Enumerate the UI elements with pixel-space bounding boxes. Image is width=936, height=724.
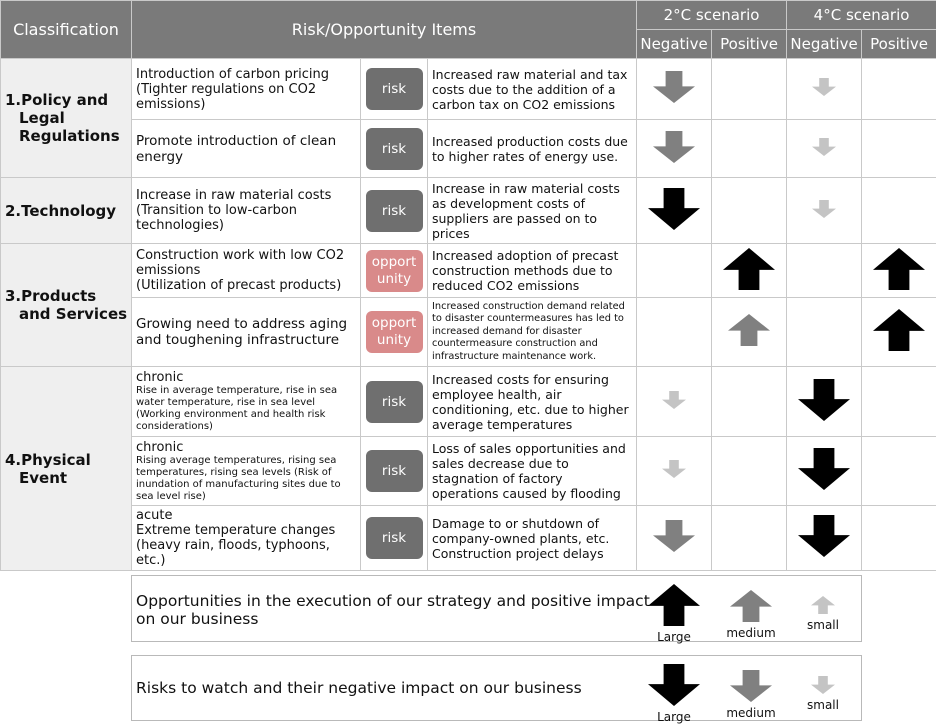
item-cell <box>132 437 361 506</box>
table-row <box>1 506 936 571</box>
impact-cell <box>712 298 787 367</box>
tag-cell <box>361 244 428 298</box>
impact-cell <box>637 178 712 244</box>
down-arrow-large-icon <box>648 188 700 234</box>
item-cell <box>132 178 361 244</box>
impact-cell <box>862 59 936 120</box>
opportunity-badge <box>366 311 423 353</box>
impact-cell <box>787 367 862 437</box>
impact-cell <box>787 298 862 367</box>
down-arrow-medium-icon <box>653 71 695 107</box>
down-arrow-large-icon <box>798 448 850 494</box>
legend-label: Large <box>639 631 709 644</box>
classification-label: Legal <box>5 109 131 127</box>
badge-line: opport <box>372 315 417 331</box>
item-subtitle: (Transition to low-carbon technologies) <box>136 203 297 233</box>
up-arrow-medium-icon <box>730 590 772 626</box>
impact-cell <box>712 120 787 178</box>
down-arrow-medium-icon <box>653 520 695 556</box>
badge-line: opport <box>372 254 417 270</box>
down-arrow-medium-icon <box>730 670 772 706</box>
impact-cell <box>787 437 862 506</box>
risk-badge: risk <box>366 450 423 492</box>
impact-cell <box>637 367 712 437</box>
table-row <box>1 244 936 298</box>
down-arrow-small-icon <box>662 460 686 482</box>
risk-badge: risk <box>366 190 423 232</box>
legend-risks <box>131 655 862 721</box>
legend-label: small <box>788 619 858 632</box>
legend-label: medium <box>716 707 786 720</box>
tag-cell <box>361 437 428 506</box>
legend-down-small <box>788 676 858 712</box>
tag-cell <box>361 59 428 120</box>
item-title: Growing need to address aging and toughening infrastructure <box>136 316 347 348</box>
down-arrow-small-icon <box>812 200 836 222</box>
classification-label: 1.Policy and <box>5 91 131 109</box>
description-cell: Increased raw material and tax costs due to the addition of a carbon tax on CO2 emissions <box>428 59 637 120</box>
impact-cell <box>862 506 936 571</box>
tag-cell <box>361 506 428 571</box>
item-title: Promote introduction of clean energy <box>136 133 336 165</box>
positive-4c-header: Positive <box>862 30 936 59</box>
item-cell <box>132 120 361 178</box>
impact-cell <box>712 59 787 120</box>
classification-technology <box>1 178 132 244</box>
item-subtitle: (Utilization of precast products) <box>136 278 341 293</box>
negative-2c-header: Negative <box>637 30 712 59</box>
tag-cell <box>361 178 428 244</box>
up-arrow-large-icon <box>723 248 775 294</box>
impact-cell <box>787 120 862 178</box>
tag-cell <box>361 367 428 437</box>
impact-cell <box>862 244 936 298</box>
legend-down-large <box>639 664 709 724</box>
risk-badge: risk <box>366 68 423 110</box>
up-arrow-large-icon <box>648 584 700 630</box>
description-cell: Increase in raw material costs as development costs of suppliers are passed on to prices <box>428 178 637 244</box>
description-cell: Increased costs for ensuring employee health, air conditioning, etc. due to higher average temperatures <box>428 367 637 437</box>
item-subtitle: Extreme temperature changes (heavy rain, floods, typhoons, etc.) <box>136 523 335 568</box>
tag-cell <box>361 298 428 367</box>
description-cell: Increased adoption of precast construction methods due to reduced CO2 emissions <box>428 244 637 298</box>
item-subtitle: Rise in average temperature, rise in sea water temperature, rise in sea level (Working environment and health risk considerations) <box>136 385 356 433</box>
classification-label: 4.Physical <box>5 451 131 469</box>
impact-cell <box>637 120 712 178</box>
positive-2c-header: Positive <box>712 30 787 59</box>
legend-up-large <box>639 584 709 644</box>
classification-label: 2.Technology <box>5 202 131 220</box>
item-title: acute <box>136 508 172 523</box>
table-row <box>1 367 936 437</box>
impact-cell <box>862 120 936 178</box>
table-row <box>1 178 936 244</box>
impact-cell <box>637 244 712 298</box>
tag-cell <box>361 120 428 178</box>
classification-physical <box>1 367 132 571</box>
impact-cell <box>787 244 862 298</box>
legend-label: Large <box>639 711 709 724</box>
description-cell: Loss of sales opportunities and sales decrease due to stagnation of factory operations caused by flooding <box>428 437 637 506</box>
impact-cell <box>862 437 936 506</box>
item-title: Increase in raw material costs <box>136 188 331 203</box>
item-cell <box>132 367 361 437</box>
impact-cell <box>637 298 712 367</box>
impact-cell <box>637 506 712 571</box>
impact-cell <box>712 367 787 437</box>
legend-up-medium <box>716 590 786 640</box>
impact-cell <box>787 506 862 571</box>
down-arrow-large-icon <box>648 664 700 710</box>
item-title: chronic <box>136 370 183 385</box>
up-arrow-medium-icon <box>728 314 770 350</box>
table-row <box>1 59 936 120</box>
down-arrow-large-icon <box>798 379 850 425</box>
legend-label: medium <box>716 627 786 640</box>
impact-cell <box>862 298 936 367</box>
impact-cell <box>787 178 862 244</box>
table-row <box>1 298 936 367</box>
item-subtitle: (Tighter regulations on CO2 emissions) <box>136 82 316 112</box>
down-arrow-medium-icon <box>653 131 695 167</box>
legend-opportunities <box>131 575 862 642</box>
impact-cell <box>787 59 862 120</box>
description-cell: Increased production costs due to higher rates of energy use. <box>428 120 637 178</box>
badge-line: unity <box>377 332 411 348</box>
classification-label: Regulations <box>5 127 131 145</box>
scenario-2c-header: 2°C scenario <box>637 1 787 30</box>
item-subtitle: Rising average temperatures, rising sea temperatures, rising sea levels (Risk of inundation of manufacturing sites due to sea level rise) <box>136 455 356 503</box>
down-arrow-small-icon <box>812 138 836 160</box>
item-title: Construction work with low CO2 emissions <box>136 248 344 278</box>
down-arrow-small-icon <box>811 676 835 698</box>
opportunity-badge <box>366 250 423 292</box>
legend-opportunities-text: Opportunities in the execution of our strategy and positive impact on our business <box>136 592 656 628</box>
table-row <box>1 437 936 506</box>
impact-cell <box>637 437 712 506</box>
risk-badge: risk <box>366 517 423 559</box>
negative-4c-header: Negative <box>787 30 862 59</box>
up-arrow-large-icon <box>873 309 925 355</box>
classification-label: 3.Products <box>5 287 131 305</box>
item-cell <box>132 298 361 367</box>
item-cell <box>132 506 361 571</box>
impact-cell <box>712 506 787 571</box>
badge-line: unity <box>377 271 411 287</box>
classification-label: and Services <box>5 305 131 323</box>
up-arrow-large-icon <box>873 248 925 294</box>
legend-label: small <box>788 699 858 712</box>
legend-up-small <box>788 596 858 632</box>
items-header: Risk/Opportunity Items <box>132 1 637 59</box>
description-cell: Damage to or shutdown of company-owned plants, etc. Construction project delays <box>428 506 637 571</box>
classification-products <box>1 244 132 367</box>
down-arrow-small-icon <box>662 391 686 413</box>
item-cell <box>132 59 361 120</box>
impact-cell <box>712 244 787 298</box>
table-row <box>1 120 936 178</box>
impact-cell <box>862 367 936 437</box>
item-cell <box>132 244 361 298</box>
up-arrow-small-icon <box>811 596 835 618</box>
classification-header: Classification <box>1 1 132 59</box>
scenario-4c-header: 4°C scenario <box>787 1 936 30</box>
impact-cell <box>712 437 787 506</box>
classification-label: Event <box>5 469 131 487</box>
risk-badge: risk <box>366 381 423 423</box>
down-arrow-small-icon <box>812 78 836 100</box>
classification-policy <box>1 59 132 178</box>
down-arrow-large-icon <box>798 515 850 561</box>
impact-cell <box>862 178 936 244</box>
legend-risks-text: Risks to watch and their negative impact on our business <box>136 679 636 697</box>
risk-badge: risk <box>366 128 423 170</box>
impact-cell <box>712 178 787 244</box>
description-cell: Increased construction demand related to disaster countermeasures has led to increased demand for disaster countermeasure construction and infrastructure maintenance work. <box>428 298 637 367</box>
item-title: Introduction of carbon pricing <box>136 67 329 82</box>
item-title: chronic <box>136 440 183 455</box>
impact-cell <box>637 59 712 120</box>
legend-down-medium <box>716 670 786 720</box>
